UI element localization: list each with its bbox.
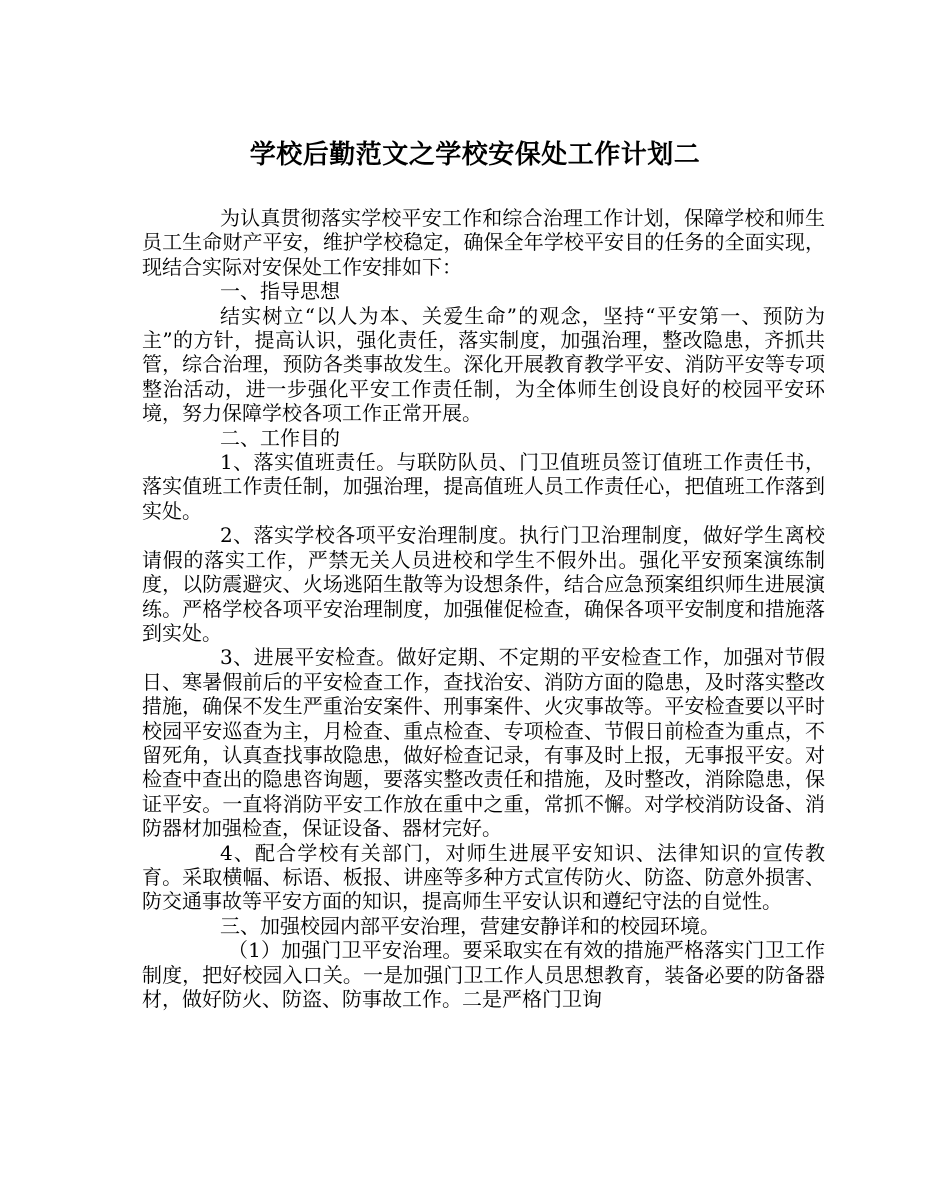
paragraph-objective-4: 4、配合学校有关部门，对师生进展平安知识、法律知识的宣传教育。采取横幅、标语、板报、讲座等多种方式宣传防火、防盗、防意外损害、防交通事故等平安方面的知识，提高师生平安认识和遵纪守法的自觉性。: [142, 840, 825, 914]
heading-guiding-ideology: 一、指导思想: [220, 279, 340, 304]
paragraph-gate-security: （1）加强门卫平安治理。要采取实在有效的措施严格落实门卫工作制度，把好校园入口关。一是加强门卫工作人员思想教育，装备必要的防备器材，做好防火、防盗、防事故工作。二是严格门卫询: [142, 938, 825, 1011]
heading-work-objectives: 二、工作目的: [220, 425, 340, 450]
paragraph-intro: 为认真贯彻落实学校平安工作和综合治理工作计划，保障学校和师生员工生命财产平安，维护学校稳定，确保全年学校平安目的任务的全面实现，现结合实际对安保处工作安排如下：: [142, 206, 825, 279]
page-title: 学校后勤范文之学校安保处工作计划二: [249, 140, 701, 170]
document-body: [142, 206, 825, 1011]
heading-campus-security: 三、加强校园内部平安治理，营建安静详和的校园环境。: [220, 913, 720, 938]
paragraph-objective-3: 3、进展平安检查。做好定期、不定期的平安检查工作，加强对节假日、寒暑假前后的平安检查工作，查找治安、消防方面的隐患，及时落实整改措施，确保不发生严重治安案件、刑事案件、火灾事故等。平安检查要以平时校园平安巡查为主，月检查、重点检查、专项检查、节假日前检查为重点，不留死角，认真查找事故隐患，做好检查记录，有事及时上报，无事报平安。对检查中查出的隐患咨询题，要落实整改责任和措施，及时整改，消除隐患，保证平安。一直将消防平安工作放在重中之重，常抓不懈。对学校消防设备、消防器材加强检查，保证设备、器材完好。: [142, 645, 825, 841]
paragraph-objective-2: 2、落实学校各项平安治理制度。执行门卫治理制度，做好学生离校请假的落实工作，严禁无关人员进校和学生不假外出。强化平安预案演练制度，以防震避灾、火场逃陌生散等为设想条件，结合应急预案组织师生进展演练。严格学校各项平安治理制度，加强催促检查，确保各项平安制度和措施落到实处。: [142, 523, 825, 645]
paragraph-objective-1: 1、落实值班责任。与联防队员、门卫值班员签订值班工作责任书，落实值班工作责任制，加强治理，提高值班人员工作责任心，把值班工作落到实处。: [142, 450, 825, 523]
paragraph-guiding-ideology: 结实树立“以人为本、关爱生命”的观念，坚持“平安第一、预防为主”的方针，提高认识，强化责任，落实制度，加强治理，整改隐患，齐抓共管，综合治理，预防各类事故发生。深化开展教育教学平安、消防平安等专项整治活动，进一步强化平安工作责任制，为全体师生创设良好的校园平安环境，努力保障学校各项工作正常开展。: [142, 303, 825, 426]
